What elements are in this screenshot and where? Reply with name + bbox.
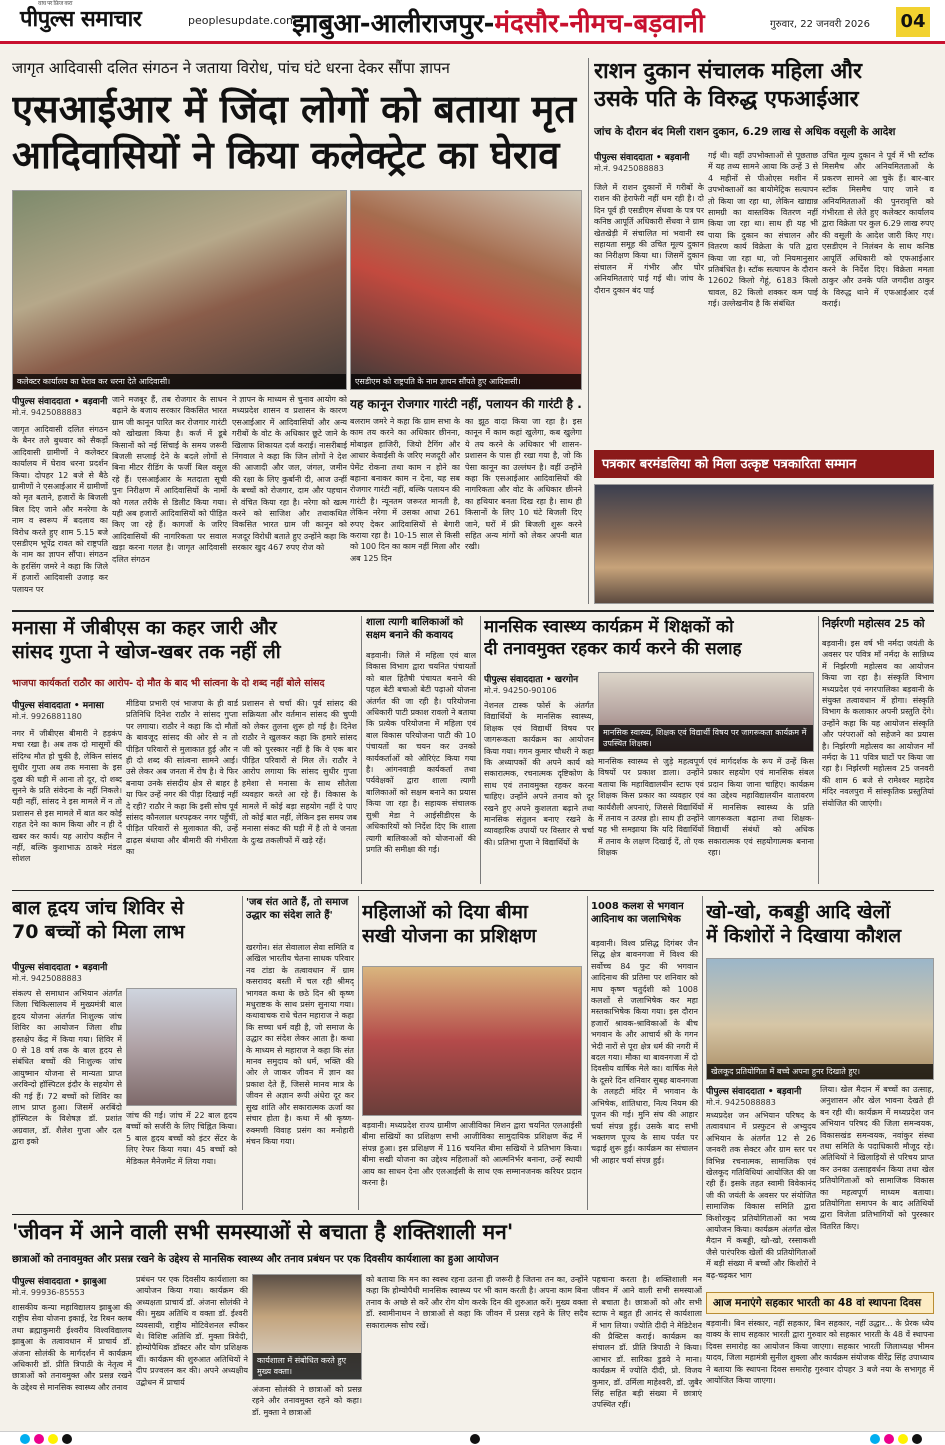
mental-text-col-1: नेशनल टास्क फोर्स के अंतर्गत विद्यार्थियों के मानसिक स्वास्थ्य, शिक्षक एवं विद्यार्थी विषय पर जागरूकता कार्यक्रम का आयोजन किया गया। गगन कुमार चौधरी ने कहा कि अध्यापकों की अपने कार्य को सकारात्मक, रचनात्मक दृष्टिकोण के साथ एवं तनावमुक्त रहकर करना चाहिए। उन्होंने अपने तनाव को दूर रखने हुए अपने कुशलता बढ़ाने तथा मानसिक संतुलन बनाए रखने के व्यावहारिक उपायों पर विस्तार से चर्चा की। प्रतिभा गुप्ता ने विद्यार्थियों के [484,701,594,847]
lead-headline-line-1: एसआईआर में जिंदा लोगों को बताया मृत [12,87,577,131]
lead-mobile: मो.नं. 9425088883 [12,408,82,417]
sahkar-text: बड़वानी। बिन संस्कार, नहीं सहकार, बिन सहकार, नहीं उद्धार... के प्रेरक ध्येय वाक्य के साथ सहकार भारती द्वारा गुरुवार को सहकार भारती के 48 वें स्थापना दिवस समारोह का आयोजन किया जाएगा। सहकार भारती जिलाध्यक्ष भीमन यादव, जिला महामंत्री सुनील शुक्ला और कार्यक्रम संयोजक वीरेंद्र सिंह उपाध्याय ने बताया कि स्थापना दिवस समारोह गुरुवार दोपहर 3 बजे नया के सभागृह में आयोजित किया जाएगा। [706,1319,934,1386]
manasa-headline [12,616,357,672]
manasa-subhead: भाजपा कार्यकर्ता राठौर का आरोप- दो मौत के बाद भी सांत्वना के दो शब्द नहीं बोले सांसद [12,678,325,689]
mental-byline: पीपुल्स संवाददाता • खरगोन [484,675,579,685]
lead-photo-memorandum [350,190,582,390]
ration-headline-line-2: उसके पति के विरुद्ध एफआईआर [594,87,859,112]
mental-photo-caption: मानसिक स्वास्थ्य, शिक्षक एवं विद्यार्थी विषय पर जागरूकता कार्यक्रम में उपस्थित शिक्षक। [599,725,813,751]
magenta-registration-icon [34,1434,44,1444]
mental-photo [598,672,814,752]
lead-photo-protest [12,190,347,390]
bal-hriday-photo [126,988,237,1106]
mann-headline-wrap [12,1218,702,1250]
lead-photo-caption-1: कलेक्टर कार्यालय का घेराव कर धरना देते आदिवासी। [13,374,346,389]
ration-byline-wrap [594,150,704,178]
page-number: 04 [896,7,930,37]
mann-byline: पीपुल्स संवाददाता • झाबुआ [12,1277,107,1287]
lead-headline [12,86,582,182]
bima-text: बड़वानी। मध्यप्रदेश राज्य ग्रामीण आजीविका मिशन द्वारा चयनित एलआईसी बीमा सखियों का प्रशिक्षण सभी आजीविका सामुदायिक प्रशिक्षण केंद्र में संपन्न हुआ। इस प्रशिक्षण में 116 चयनित बीमा सखियों ने प्रतिभाग किया। बीमा सखी योजना का उद्देश्य महिलाओं को आत्मनिर्भर बनाना, उन्हें स्थायी आय का साधन देना और एलआईसी के साथ एक सम्मानजनक करियर प्रदान करना है। [362,1121,582,1188]
lead-text-col-3: ने ज्ञापन के माध्यम से चुनाव आयोग को मध्यप्रदेश शासन व प्रशासन के कारण एसआईआर में आदिवासियों और अन्य गरीबों के वोट के अधिकार छूटे जाने के खिलाफ शिकायत दर्ज कराई। नासरीबाई निंगवाल ने कहा कि जिन लोगों ने देश की आजादी और जल, जंगल, जमीन की रक्षा के लिए कुर्बानी दी, आज उन्हीं के बच्चों को रोजगार, दाम और पहचान से वंचित किया रहा है। नरेगा को खत्म करने को साजिश और तथाकथित विकसित भारत ग्राम जी कानून को मजदूर विरोधी बताते हुए उन्होंने कहा कि सरकार खुद 467 रुपए रोज को [232,395,347,553]
satsang-headline: 'जब संत आते हैं, तो समाज उद्धार का संदेश लाते हैं' [246,897,349,921]
yellow-registration-icon [898,1434,908,1444]
manasa-byline: पीपुल्स संवाददाता • मनासा [12,701,104,711]
mental-text-col-2: मानसिक स्वास्थ्य से जुड़े महत्वपूर्ण विषयों पर प्रकाश डाला। उन्होंने बताया कि महाविद्यालयीन स्टाफ एवं शिक्षक किस प्रकार का व्यवहार एवं कार्यशैली अपनाएं, जिससे विद्यार्थियों में तनाव न उत्पन्न हो। साथ ही उन्होंने यह भी समझाया कि यदि विद्यार्थियों में तनाव के लक्षण दिखाई दें, तो एक शिक्षक [598,757,704,858]
mann-text-col-2: प्रबंधन पर एक दिवसीय कार्यशाला का आयोजन किया गया। कार्यक्रम की अध्यक्षता प्राचार्य डॉ. अंजना सोलंकी ने की। मुख्य अतिथि व वक्ता डॉ. ईश्वरी व्यवसायी, राष्ट्रीय मोटिवेशनल स्पीकर थे। विशिष्ट अतिथि डॉ. मुक्ता त्रिवेदी, होम्योपैथिक डॉक्टर और योग प्रशिक्षक थीं। कार्यक्रम की शुरुआत अतिथियों ने दीप प्रज्वलन कर की। अपने अध्यक्षीय उद्बोधन में प्राचार्य [136,1275,248,1387]
ration-subhead: जांच के दौरान बंद मिली राशन दुकान, 6.29 लाख से अधिक वसूली के आदेश [594,126,896,138]
mann-text-col-5: पहचाना करता है। शक्तिशाली मन जीवन में आने वाली सभी समस्याओं से बचाता है। छात्राओं को और सभी स्टाफ ने बहुत ही आनंद से कार्यशाला में भाग लिया। ज्योति दीदी ने मेडिटेशन की प्रैक्टिस कराई। कार्यक्रम का संचालन डॉ. प्रीति त्रिपाठी ने किया। आभार डॉ. सारिका डुडवे ने माना। कार्यक्रम में ज्योति दीदी, प्रो. विजय कुमार, डॉ. उर्मिला माहेश्वरी, डॉ. जुबैर सिंह सहित बड़ी संख्या में छात्राएं उपस्थित रहीं। [592,1275,702,1410]
section-divider [12,1214,702,1215]
ration-text-col-3: उचित मूल्य दुकान ने पूर्व में भी स्टॉक मिसमैच और अनियमितताओं के प्रकरण सामने आ चुके हैं। बार-बार स्टॉक मिसमैच पाए जाने व अनियमितताओं की पुनरावृत्ति को गंभीरता से लेते हुए कलेक्टर कार्यालय द्वारा विक्रेता पर कुल 6.29 लाख रुपए की वसूली के आदेश जारी किए गए। एसडीएम ने निलंबन के साथ कनिष्ठ आपूर्ति अधिकारी को एफआईआर करने के निर्देश दिए। विक्रेता ममता ठाकुर और उनके पति जगदीश ठाकुर के विरुद्ध थाने में एफआईआर दर्ज कराई। [822,151,934,309]
column-rule [361,616,362,884]
section-divider [12,890,934,891]
kalash-text: बड़वानी। विश्व प्रसिद्ध दिगंबर जैन सिद्ध क्षेत्र बावनगजा में विश्व की सर्वोच्च 84 फुट की भगवान आदिनाथ की प्रतिमा पर शनिवार को माघ कृष्ण चतुर्दशी को 1008 कलशों से जलाभिषेक कर महा मस्तकाभिषेक किया गया। इस दौरान हजारों श्रावक-श्राविकाओं के बीच भगवान के और आचार्य श्री के गगन भेदी नारों से पूरा क्षेत्र धर्म की नगरी में बदल गया। मौका था बावनगजा में दो दिवसीय वार्षिक मेले का। वार्षिक मेले के दूसरे दिन शनिवार सुबह बावनगजा के तलहटी मंदिर में भगवान के अभिषेक, शांतिधारा, नित्य नियम की पूजन की गई। मुनि संघ की आहार चर्या संपन्न हुई। उसके बाद सभी भक्तगण पूज्य के साथ पर्वत पर चढ़ाई शुरू हुई। कार्यक्रम का संचालन भी आहार चर्या संपन्न हुई। [591,939,698,1165]
mann-photo-caption: कार्यशाला में संबोधित करते हुए मुख्य वक्ता। [253,1353,361,1379]
column-rule [702,896,703,1210]
mental-headline [484,616,814,670]
mann-text-col-1: शासकीय कन्या महाविद्यालय झाबुआ की राष्ट्रीय सेवा योजना इकाई, रेड रिबन क्लब तथा ब्रह्माकुमारी ईश्वरीय विश्वविद्यालय झाबुआ के तत्वावधान में प्राचार्य डॉ. अंजना सोलंकी के मार्गदर्शन में कार्यक्रम अधिकारी डॉ. प्रीति त्रिपाठी के नेतृत्व में छात्राओं को तनावमुक्त और प्रसन्न रखने के उद्देश्य से मानसिक स्वास्थ्य और तनाव [12,1303,132,1392]
lead-byline: पीपुल्स संवाददाता • बड़वानी [12,397,108,407]
mann-photo [252,1274,362,1380]
khokho-byline-wrap [706,1084,816,1108]
column-rule [818,616,819,884]
logo-text: पीपुल्स समाचार [20,7,142,32]
bima-headline-line-1: महिलाओं को दिया बीमा [362,901,528,923]
masthead [0,0,945,44]
bima-headline-line-2: सखी योजना का प्रशिक्षण [362,925,537,947]
center-registration-icon [470,1434,480,1444]
shala-headline-wrap [366,616,476,646]
print-registration-strip [0,1431,945,1445]
mann-byline-wrap [12,1274,132,1300]
manasa-headline-line-2: सांसद गुप्ता ने खोज-खबर तक नहीं ली [12,641,281,663]
bal-hriday-headline-line-2: 70 बच्चों को मिला लाभ [12,921,185,943]
lead-headline-line-2: आदिवासियों ने किया कलेक्ट्रेट का घेराव [12,133,560,177]
mann-mobile: मो.नं. 99936-85553 [12,1288,85,1297]
manasa-text-col-2: मीडिया प्रभारी एवं भाजपा के ही वार्ड प्रतिनिधि दिनेश राठौर ने सांसद गुप्ता पर लगाया। राठौर ने कहा कि दो मौतों के बावजूद सांसद की ओर से न तो पीड़ित परिवारों से मुलाकात हुई और न ही दो शब्द की सांत्वना सामने आई। उसे लेकर अब जनता में रोष है। वे फिर बनाया उनके संसदीय क्षेत्र से बाहर है या फिर उन्हें नगर की पीड़ा दिखाई नहीं दे रही? राठौर ने कहा कि इसी सोच पूर्व सांसद कौनलाल धरपढ़कर नगर पहुँचीं, पीड़ित परिवारों से मुलाकात की, उन्हें ढाढ़स बंधाया और बीमारी की गंभीरता का [126,699,238,857]
bima-photo [362,966,582,1116]
lead-kicker-wrap [12,58,582,82]
bal-hriday-headline [12,896,237,956]
bal-hriday-byline-wrap [12,960,237,984]
bima-headline [362,900,582,962]
mental-mobile: मो.नं. 94250-90106 [484,686,557,695]
lead-photo-caption-2: एसडीएम को राष्ट्रपति के नाम ज्ञापन सौंपते हुए आदिवासी। [351,374,581,389]
kalash-headline: 1008 कलश से भगवान आदिनाथ का जलाभिषेक [591,901,684,925]
ration-byline: पीपुल्स संवाददाता • बड़वानी [594,153,690,163]
newspaper-logo [20,0,142,33]
nirjhar-headline: निर्झरणी महोत्सव 25 को [822,617,925,630]
column-rule [480,616,481,884]
ration-text-col-1: जिले में राशन दुकानों में गरीबों के राशन की हेराफेरी नहीं थम रही है। दो दिन पूर्व ही एसडीएम सेंधवा के पत्र पर कनिष्ठ आपूर्ति अधिकारी सेंधवा ने ग्राम खेतखेड़ी में संचालित मां भवानी स्व सहायता समूह की उचित मूल्य दुकान का निरीक्षण किया था। जिसमें दुकान संचालन में गंभीर और घोर अनियमितताएं पाई गई थी। जांच के दौरान दुकान बंद पाई [594,183,704,295]
mann-subhead: छात्राओं को तनावमुक्त और प्रसन्न रखने के उद्देश्य से मानसिक स्वास्थ्य और तनाव प्रबंधन पर एक दिवसीय कार्यशाला का हुआ आयोजन [12,1254,499,1265]
bal-hriday-headline-line-1: बाल हृदय जांच शिविर से [12,897,184,919]
ration-headline-line-1: राशन दुकान संचालक महिला और [594,59,862,84]
nirjhar-text: बड़वानी। इस वर्ष भी नर्मदा जयंती के अवसर पर पवित्र माँ नर्मदा के सान्निध्य में निर्झरणी महोत्सव का आयोजन किया जा रहा है। संस्कृति विभाग मध्यप्रदेश एवं नगरपालिका बड़वानी के संयुक्त तत्वावधान में होगा। संस्कृति विभाग के कलाकार अपनी प्रस्तुति देंगे। उन्होंने कहा कि यह आयोजन संस्कृति और परंपराओं को सहेजने का प्रयास है। निर्झरणी महोत्सव का आयोजन माँ नर्मदा के 11 पवित्र घाटों पर किया जा रहा है। निर्झरणी महोत्सव 25 जनवरी की शाम 6 बजे से रामेश्वर महादेव मंदिर नवलपुरा में सांस्कृतिक प्रस्तुतियां संयोजित की जाएंगी। [822,639,934,808]
mental-text-col-3: एवं मार्गदर्शक के रूप में उन्हें किस प्रकार सहयोग एवं मानसिक संबल प्रदान किया जाना चाहिए। कार्यक्रम का उद्देश्य महाविद्यालयीन वातावरण में मानसिक स्वास्थ्य के प्रति जागरूकता बढ़ाना तथा शिक्षक-विद्यार्थी संबंधों को अधिक सकारात्मक एवं सहयोगात्मक बनाना रहा। [708,757,814,858]
nirjhar-headline-wrap [822,616,934,636]
column-rule [588,58,589,604]
lead-kicker: जागृत आदिवासी दलित संगठन ने जताया विरोध, पांच घंटे धरना देकर सौंपा ज्ञापन [12,59,450,77]
khokho-text-col-2: लिया। खेल मैदान में बच्चों का उत्साह, अनुशासन और खेल भावना देखते ही बन रही थी। कार्यक्रम में मध्यप्रदेश जन अभियान परिषद की जिला समन्वयक, विकासखंड समन्वयक, नवांकुर संस्था तथा समिति के पदाधिकारी मौजूद रहे। अतिथियों ने खिलाड़ियों से परिचय प्राप्त कर उनका उत्साहवर्धन किया तथा खेल प्रतियोगिताओं को सामाजिक विकास का महत्वपूर्ण माध्यम बताया। प्रतियोगिता समापन के बाद अतिथियों द्वारा विजेता प्रतिभागियों को पुरस्कार वितरित किए। [820,1085,934,1231]
khokho-headline-line-2: में किशोरों ने दिखाया कौशल [706,925,902,947]
mental-headline-line-2: दी तनावमुक्त रहकर कार्य करने की सलाह [484,639,742,659]
manasa-byline-wrap [12,698,122,724]
black-registration-icon [62,1434,72,1444]
black-registration-icon [912,1434,922,1444]
edition-title-part-1: झाबुआ-आलीराजपुर- [292,9,495,39]
manasa-headline-line-1: मनासा में जीबीएस का कहर जारी और [12,617,277,639]
lead-text-col-1: जागृत आदिवासी दलित संगठन के बैनर तले बुधवार को सैकड़ों आदिवासी ग्रामीणों ने कलेक्टर कार्यालय में घेराव धरना प्रदर्शन किया। दोपहर 12 बजे से बैठे ग्रामीणों ने एसआईआर में ग्रामीणों को मृत बताने, हजारों के बिजली बिल दिए जाने और मनरेगा के नाम व स्वरूप में बदलाव का विरोध करते हुए शाम 5.15 बजे एसडीएम भूपेंद्र रावत को राष्ट्रपति के नाम का ज्ञापन सौंपा। संगठन के हरसिंग जमरे ने कहा कि जिले में हजारों आदिवासी उजाड़ कर पलायन पर [12,425,108,594]
bal-hriday-byline: पीपुल्स संवाददाता • बड़वानी [12,963,108,973]
lead-subhead: यह कानून रोजगार गारंटी नहीं, पलायन की गारंटी है . [350,397,582,411]
award-banner: पत्रकार बरमंडलिया को मिला उत्कृष्ट पत्रकारिता सम्मान [594,450,934,478]
edition-title [292,4,705,40]
mann-text-col-4: को बताया कि मन का स्वस्थ रहना उतना ही जरूरी है जितना तन का, उन्होंने कहा कि होम्योपैथी मानसिक स्वास्थ्य पर भी काम करती है। अपना काम बिना तनाव के अच्छे से करें और रोग योग करके दिन की शुरुआत करें। मुख्य वक्ता डॉ. स्वामीनाथन ने छात्राओं से कहा कि जीवन में प्रसन्न रहने के लिए सदैव सकारात्मक सोच रखें। [366,1275,588,1330]
yellow-registration-icon [48,1434,58,1444]
ration-subhead-wrap [594,124,934,142]
edition-title-part-2: मंदसौर-नीमच-बड़वानी [494,9,705,39]
satsang-text: खरगोन। संत सेवालाल सेवा समिति व अखिल भारतीय चेतना साधक परिवार नव टांडा के तत्वावधान में ग्राम कसरावद बस्ती में चल रही श्रीमद् भागवत कथा के छठे दिन श्री कृष्ण मधुराष्टक के साथ प्रसंग सुनाया गया। कथावाचक राधे चेतन महाराज ने कहा कि सच्चा धर्म वही है, जो समाज के उद्धार का संदेश लेकर आता है। कथा के माध्यम से महाराज ने कहा कि संत मानव समुदाय को धर्म, भक्ति की ओर ले जाकर जीवन में ज्ञान का प्रकाश देते हैं, जिससे मानव मात्र के जीवन से अज्ञान रूपी अंधेरा दूर कर सुख शांति और सकारात्मक ऊर्जा का संचार होता है। कथा में श्री कृष्ण-रुक्मणी विवाह प्रसंग का मनोहारी मंचन किया गया। [246,943,354,1146]
cyan-registration-icon [870,1434,880,1444]
shala-headline: शाला त्यागी बालिकाओं को सक्षम बनाने की कवायद [366,617,464,641]
khokho-photo [706,958,934,1080]
cyan-registration-icon [20,1434,30,1444]
khokho-mobile: मो.नं. 9425088883 [706,1098,776,1107]
manasa-subhead-wrap [12,676,357,694]
satsang-headline-wrap [246,896,354,940]
manasa-text-col-3: प्रशासन से चर्चा की। पूर्व सांसद की सक्रियता और वर्तमान सांसद की चुप्पी को लेकर तुलना शुरू हो गई है। दिनेश राठौर ने खुलकर कहा कि हमारे सांसद जी को पुरस्कार नहीं है कि वे एक बार पीड़ित परिवारों से मिल लें। राठौर ने आरोप लगाया कि सांसद सुधीर गुप्ता हमेशा से मनासा के साथ सौतेला व्यवहार करते आ रहे हैं। विकास के मामले में कोई बड़ा सहयोग नहीं दे पाए तो कोई बात नहीं, लेकिन इस समय जब मनासा संकट की घड़ी में है तो वे जनता के दुःख तकलीफों में खड़े रहें। [242,699,357,845]
khokho-text-col-1: मध्यप्रदेश जन अभियान परिषद के तत्वावधान में प्रस्फुटन से अभ्युदय अभियान के अंतर्गत 12 से 26 जनवरी तक सेक्टर और ग्राम स्तर पर विभिन्न रचनात्मक, सामाजिक एवं खेलकूद गतिविधियां आयोजित की जा रही हैं। इसके तहत स्वामी विवेकानंद जी की जयंती के अवसर पर संयोजित सामाजिक विकास समिति द्वारा किशोरकूद प्रतियोगिताओं का भव्य आयोजन किया। कार्यक्रम अंतर्गत खेल मैदान में कबड्डी, खो-खो, रस्साकशी जैसे पारंपरिक खेलों की प्रतियोगिताओं में बड़ी संख्या में बच्चों और किशोरों ने बढ़-चढ़कर भाग [706,1111,816,1280]
bal-hriday-text-col-1: संकल्प से समाधान अभियान अंतर्गत जिला चिकित्सालय में मुख्यमंत्री बाल हृदय योजना अंतर्गत निःशुल्क जांच शिविर का आयोजन जिला शीघ्र हस्तक्षेप केंद्र में किया गया। शिविर में 0 से 18 वर्ष तक के बाल हृदय से संबंधित बच्चों की निःशुल्क जांच आयुष्मान योजना से मान्यता प्राप्त अरविन्दो हॉस्पिटल इंदौर के सहयोग से की गई हैं। 72 बच्चों को शिविर का लाभ प्राप्त हुआ। जिसमें अरबिंदो हॉस्पिटल के विशेषज्ञ डॉ. प्रशांत अग्रवाल, डॉ. शैलेश गुप्ता और दल द्वारा इको [12,989,122,1147]
mental-byline-wrap [484,672,594,698]
ration-text-col-2: गई थी। वहीं उपभोक्ताओं से पूछताछ में यह तथ्य सामने आया कि उन्हें 3 से 4 महीनों से पीओएस मशीन में उपभोक्ताओं का बायोमेट्रिक सत्यापन तो किया जा रहा था, लेकिन खाद्यान्न सामग्री का वास्तविक वितरण नहीं किया जा रहा था। साथ ही यह भी पाया कि दुकान का संचालन और वितरण कार्य विक्रेता के पति द्वारा किया जा रहा था, जो नियमानुसार प्रतिबंधित है। स्टॉक सत्यापन के दौरान 12602 किलो गेहूं, 6183 किलो चावल, 82 किलो शक्कर कम पाई गई। उल्लेखनीय है कि संबंधित [708,151,818,309]
lead-text-col-5: का झूठ वादा किया जा रहा है। इस कानून में काम कहां खुलेगा, कब खुलेगा ये तय करने के अधिकार भी शासन-प्रशासन के पास ही रखा गया है, जो कि पेसा कानून का उल्लंघन है। वहीं उन्होंने कहा कि एसआईआर आदिवासियों की नागरिकता और वोट के अधिकार छीनने का हथियार बनता दिख रहा है। साथ ही किसानों के लिए 10 घंटे बिजली दिए जाने, घरों में फ्री बिजली शुरू करने सहित अन्य मांगों को लेकर अपनी बात रखी। [465,417,582,552]
khokho-byline: पीपुल्स संवाददाता • बड़वानी [706,1087,802,1097]
ration-headline [594,58,934,122]
khokho-headline-line-1: खो-खो, कबड्डी आदि खेलों [706,901,891,923]
shala-text: बड़वानी। जिले में महिला एवं बाल विकास विभाग द्वारा चयनित पंचायतों को बाल हितैषी पंचायत बनाने की पहल बेटी बचाओ बेटी पढ़ाओ योजना अंतर्गत की जा रही है। परियोजना अधिकारी पाटी प्रकाश रावलो ने बताया कि प्रत्येक परियोजना में महिला एवं बाल विकास परियोजना पाटी की 10 पंचायतों का चयन कर उनको कार्यकर्ताओं को ओरिएंट किया गया है। आंगनवाड़ी कार्यकर्ता तथा पर्यवेक्षकों द्वारा शाला त्यागी बालिकाओं को सक्षम बनाने का प्रयास किया जा रहा है। सहायक संचालक सुश्री मेडा ने आईसीडीएस के अधिकारियों को निर्देश दिए कि शाला त्यागी बालिकाओं को योजनाओं की प्रगति की समीक्षा की गई। [366,651,476,854]
issue-date: गुरुवार, 22 जनवरी 2026 [770,19,870,30]
mental-headline-line-1: मानसिक स्वास्थ्य कार्यक्रम में शिक्षकों को [484,617,734,637]
column-rule [358,896,359,1210]
mann-subhead-wrap [12,1252,702,1270]
column-rule [242,896,243,1210]
award-photo [594,484,934,604]
bal-hriday-text-col-2: जांच की गई। जांच में 22 बाल हृदय बच्चों को सर्जरी के लिए चिह्नित किया। 5 बाल हृदय बच्चों को इंटर सेंटर के लिए रेफर किया गया। 45 बच्चों को मेडिकल मैनेजमेंट में लिया गया। [126,1111,237,1166]
lead-subhead-wrap [350,396,582,414]
website-url[interactable]: peoplesupdate.com [188,14,297,27]
sahkar-headline: आज मनाएंगे सहकार भारती का 48 वां स्थापना दिवस [706,1292,934,1314]
mann-headline: 'जीवन में आने वाली सभी समस्याओं से बचाता है शक्तिशाली मन' [12,1220,514,1244]
manasa-mobile: मो.नं. 9926881180 [12,712,82,721]
logo-tagline: वाच पर फ्रिज करा [38,0,73,7]
khokho-photo-caption: खेलकूद प्रतियोगिता में बच्चे अपना हुनर दिखाते हुए। [707,1064,933,1079]
lead-text-col-2: जाने मजबूर हैं, तब रोजगार के साधन बढ़ाने के बजाय सरकार विकसित भारत ग्राम जी कानून पारित कर रोजगार गारंटी को खोखला किया है। कर्ज में डूबे किसानों को नई सिंचाई के समय जरूरी बिजली सप्लाई देने के बदले लोगों से बिना मीटर रीडिंग के फर्जी बिल वसूल रहे हैं। एसआईआर के मतदाता सूची पुनः निरीक्षण में आदिवासियों के नामों को गलत तरीके से डिलीट किया गया। यही अब हजारों आदिवासियों को पीड़ित किए जा रहे हैं। कागजों के जरिए आदिवासियों की नागरिकता पर सवाल खड़ा करना गलत है। जागृत आदिवासी दलित संगठन [112,395,227,564]
kalash-headline-wrap [591,900,698,934]
mann-text-col-3: अंजना सोलंकी ने छात्राओं को प्रसन्न रहने और तनावमुक्त रहने को कहा। डॉ. मुक्ता ने छात्राओं [252,1385,362,1417]
ration-mobile: मो.नं. 9425088883 [594,164,664,173]
bal-hriday-mobile: मो.नं. 9425088883 [12,974,82,983]
column-rule [587,896,588,1210]
section-divider [12,610,934,612]
manasa-text-col-1: नगर में जीबीएस बीमारी ने हड़कंप मचा रखा है। अब तक दो मासूमों की संदिग्ध मौत हो चुकी है, लेकिन सांसद सुधीर गुप्ता अब तक मनासा के इस दुख की घड़ी में आना तो दूर, दो शब्द सुनने के प्रति संवेदना के नहीं निकले। यही नहीं, सांसद ने इस मामले में न तो प्रशासन से इस मामले में बात कर कोई राहत देने का काम किया और न ही दे खबर कर कार्य। यह आरोप कहीन ने नहीं, बल्कि कुशाभाऊ ठाकरे मंडल सोशल [12,729,122,864]
lead-text-col-4: बलराम जमरे ने कहा कि ग्राम सभा के काम तय करने का अधिकार छीनना, मोबाइल हाजिरी, जियो टैगिंग और आधार केवाईसी के जरिए मजदूरी और पेमेंट रोकना तथा काम न होने का बहाना बनाकर काम न देना, यह सब रोजगार गारंटी नहीं, बल्कि पलायन की गारंटी है। न्यूनतम जरूरत मानती है, लेकिन नरेगा में उसका आधा 261 रुपए देकर आदिवासियों से बेगारी कराया रहा है। 10-15 साल से किसी को 100 दिन का काम नहीं मिला और अब 125 दिन [350,417,460,563]
khokho-headline [706,900,934,956]
magenta-registration-icon [884,1434,894,1444]
